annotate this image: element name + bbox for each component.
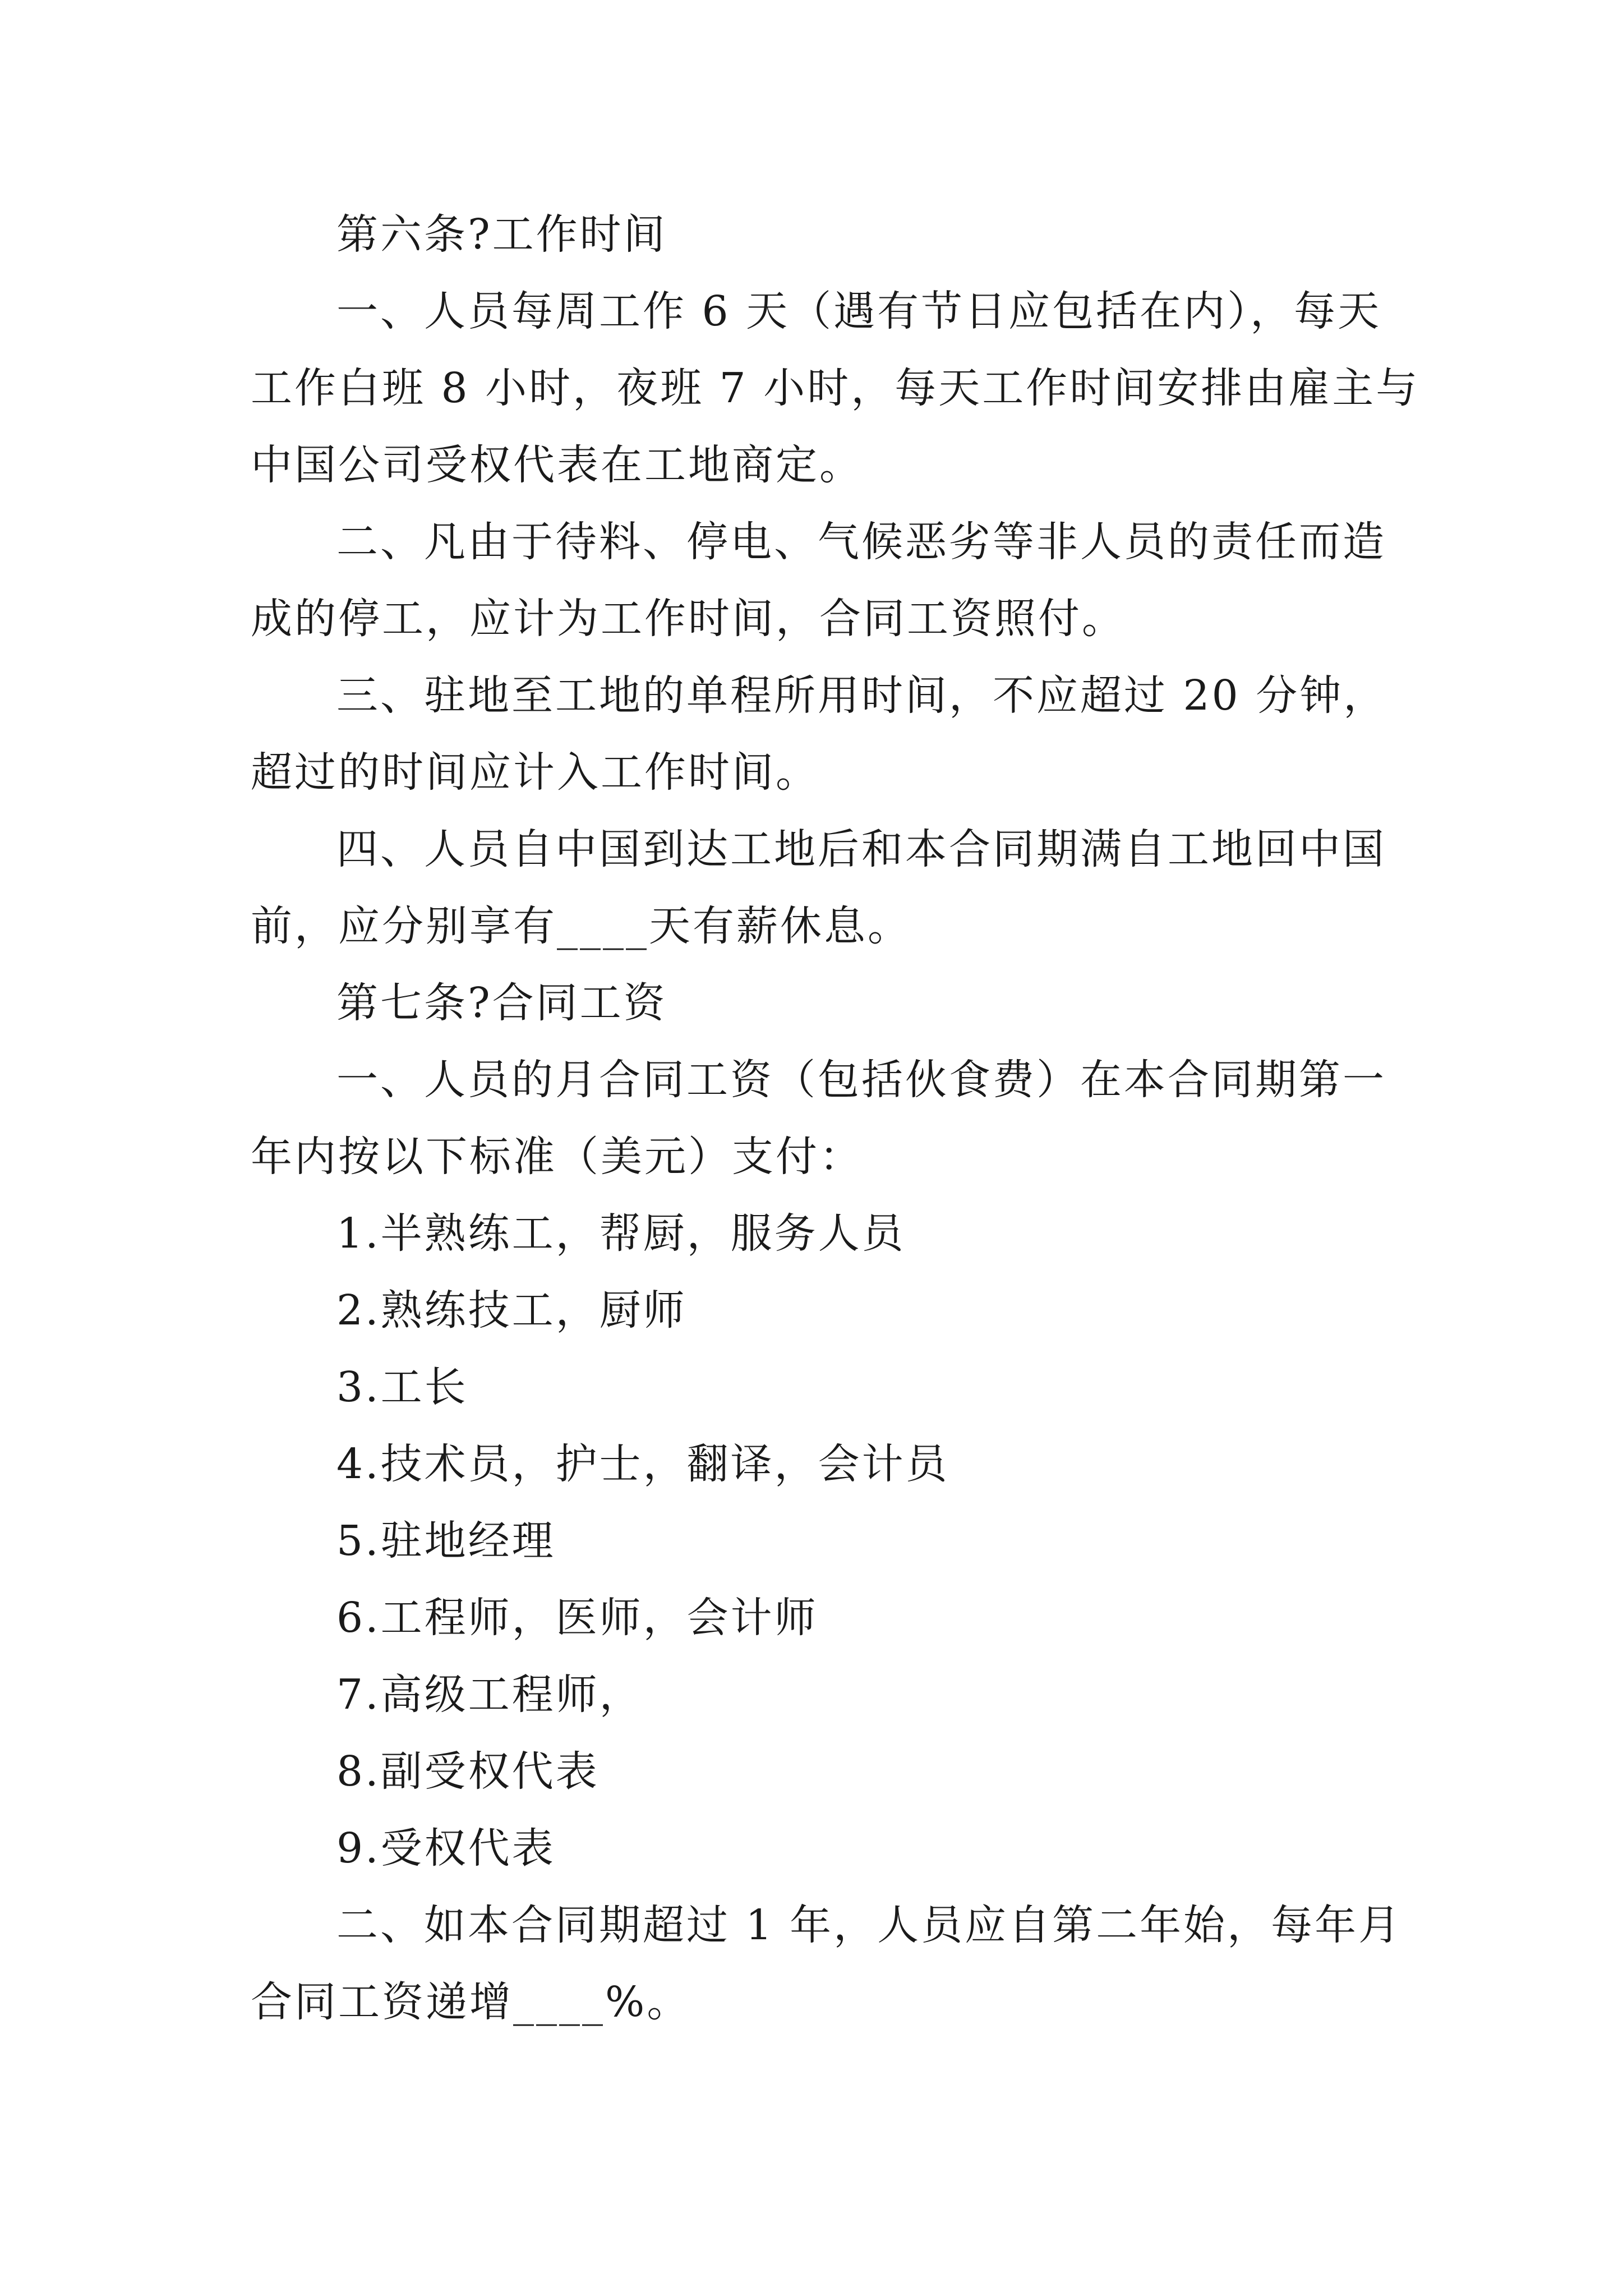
paragraph-line: 成的停工，应计为工作时间，合同工资照付。 [251,595,1126,643]
list-item: 7.高级工程师， [336,1671,643,1719]
paragraph-line: 二、凡由于待料、停电、气候恶劣等非人员的责任而造 [336,518,1386,566]
list-item: 8.副受权代表 [336,1747,600,1796]
list-item: 1.半熟练工，帮厨，服务人员 [336,1209,906,1258]
paragraph-line: 三、驻地至工地的单程所用时间，不应超过 20 分钟， [336,671,1387,720]
paragraph-line: 四、人员自中国到达工地后和本合同期满自工地回中国 [336,825,1386,873]
article-6-heading: 第六条?工作时间 [336,210,667,259]
paragraph-line: 一、人员的月合同工资（包括伙食费）在本合同期第一 [336,1056,1386,1104]
list-item: 2.熟练技工，厨师 [336,1286,687,1335]
paragraph-line: 合同工资递增____%。 [251,1978,691,2026]
list-item: 3.工长 [336,1363,468,1411]
article-7-heading: 第七条?合同工资 [336,979,667,1027]
paragraph-line: 年内按以下标准（美元）支付： [251,1133,863,1181]
list-item: 5.驻地经理 [336,1517,556,1565]
list-item: 6.工程师，医师，会计师 [336,1594,818,1642]
list-item: 4.技术员，护士，翻译，会计员 [336,1440,949,1488]
paragraph-line: 前，应分别享有____天有薪休息。 [251,902,911,950]
paragraph-line: 工作白班 8 小时，夜班 7 小时，每天工作时间安排由雇主与 [251,364,1420,412]
paragraph-line: 超过的时间应计入工作时间。 [251,748,819,797]
paragraph-line: 中国公司受权代表在工地商定。 [251,441,863,489]
paragraph-line: 二、如本合同期超过 1 年，人员应自第二年始，每年月 [336,1901,1403,1949]
paragraph-line: 一、人员每周工作 6 天（遇有节日应包括在内），每天 [336,287,1382,335]
list-item: 9.受权代表 [336,1824,556,1872]
